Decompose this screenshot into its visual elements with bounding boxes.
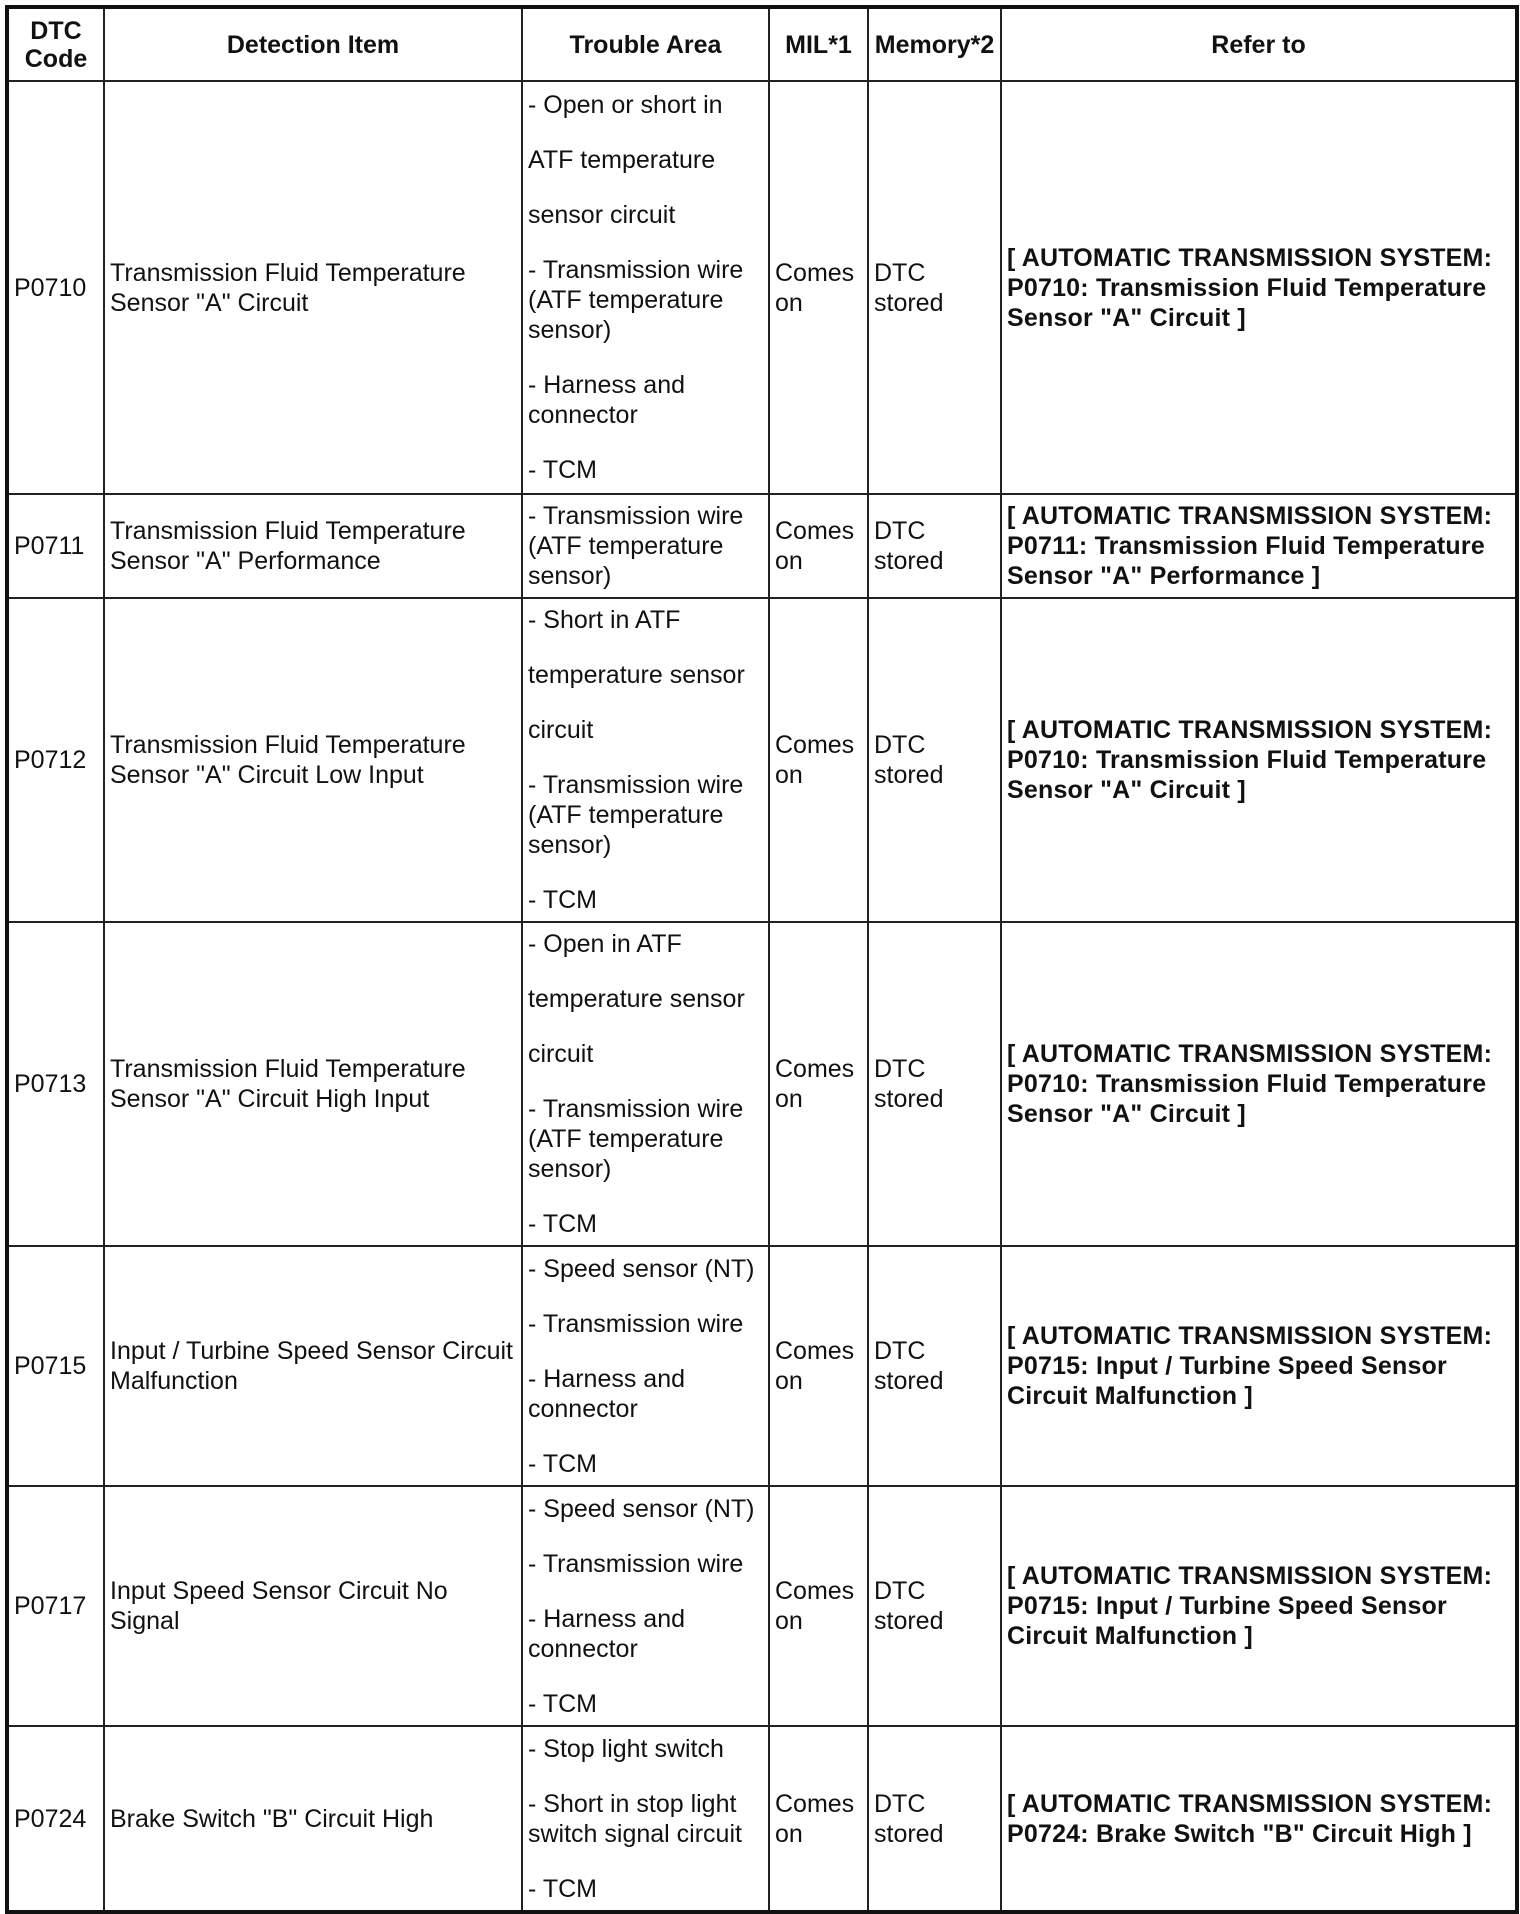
trouble-area-item: - TCM [528, 1689, 597, 1718]
trouble-area-item: ATF temperature [528, 146, 716, 174]
trouble-area-item: circuit [528, 716, 594, 744]
dtc-table [5, 5, 1519, 1914]
header-row [7, 7, 1517, 81]
dtc-code-cell: P0724 [7, 1726, 104, 1912]
trouble-area-item: - Speed sensor (NT) [528, 1254, 755, 1283]
trouble-area-item: - TCM [528, 1449, 597, 1478]
dtc-code-cell: P0717 [7, 1486, 104, 1726]
memory-cell: DTC stored [868, 81, 1001, 494]
table-row [7, 1486, 1517, 1726]
trouble-area-cell [522, 494, 769, 598]
header-dtc-code-line2: Code [24, 44, 88, 73]
trouble-area-cell [522, 1726, 769, 1912]
trouble-area-item: - Open in ATF [528, 930, 682, 958]
detection-item-cell: Transmission Fluid Temperature Sensor "A" Circuit Low Input [104, 598, 522, 922]
trouble-area-cell [522, 1486, 769, 1726]
table-row [7, 922, 1517, 1246]
refer-to-cell: [ AUTOMATIC TRANSMISSION SYSTEM: P0710: Transmission Fluid Temperature Sensor "A" Circuit ] [1001, 922, 1517, 1246]
dtc-code-cell: P0711 [7, 494, 104, 598]
detection-item-cell: Transmission Fluid Temperature Sensor "A" Performance [104, 494, 522, 598]
trouble-area-item: - Open or short in [528, 91, 723, 119]
table-row [7, 81, 1517, 494]
trouble-area-item: temperature sensor [528, 661, 745, 689]
mil-cell: Comes on [769, 922, 868, 1246]
trouble-area-item: - Transmission wire [528, 1309, 744, 1338]
trouble-area-item: - Transmission wire (ATF temperature sensor) [528, 1095, 744, 1183]
mil-cell: Comes on [769, 81, 868, 494]
trouble-area-item: - Transmission wire (ATF temperature sensor) [528, 771, 744, 859]
trouble-area-item: circuit [528, 1040, 594, 1068]
header-memory: Memory*2 [868, 7, 1001, 81]
detection-item-cell: Input / Turbine Speed Sensor Circuit Malfunction [104, 1246, 522, 1486]
dtc-code-cell: P0712 [7, 598, 104, 922]
detection-item-cell: Brake Switch "B" Circuit High [104, 1726, 522, 1912]
mil-cell: Comes on [769, 1726, 868, 1912]
table-row [7, 1726, 1517, 1912]
header-mil: MIL*1 [769, 7, 868, 81]
refer-to-cell: [ AUTOMATIC TRANSMISSION SYSTEM: P0715: Input / Turbine Speed Sensor Circuit Malfunction ] [1001, 1486, 1517, 1726]
table-row [7, 494, 1517, 598]
refer-to-cell: [ AUTOMATIC TRANSMISSION SYSTEM: P0710: Transmission Fluid Temperature Sensor "A" Circuit ] [1001, 81, 1517, 494]
trouble-area-cell [522, 598, 769, 922]
trouble-area-item: - Short in ATF [528, 606, 681, 634]
trouble-area-item: - Transmission wire (ATF temperature sensor) [528, 256, 744, 344]
memory-cell: DTC stored [868, 598, 1001, 922]
trouble-area-item: - TCM [528, 1210, 597, 1238]
refer-to-cell: [ AUTOMATIC TRANSMISSION SYSTEM: P0724: Brake Switch "B" Circuit High ] [1001, 1726, 1517, 1912]
refer-to-cell: [ AUTOMATIC TRANSMISSION SYSTEM: P0715: Input / Turbine Speed Sensor Circuit Malfunction ] [1001, 1246, 1517, 1486]
trouble-area-item: - Transmission wire [528, 1549, 744, 1578]
trouble-area-item: - Harness and connector [528, 371, 686, 429]
trouble-area-item: - Stop light switch [528, 1734, 724, 1763]
detection-item-cell: Transmission Fluid Temperature Sensor "A" Circuit High Input [104, 922, 522, 1246]
memory-cell: DTC stored [868, 1486, 1001, 1726]
mil-cell: Comes on [769, 598, 868, 922]
memory-cell: DTC stored [868, 1726, 1001, 1912]
table-row [7, 1246, 1517, 1486]
trouble-area-item: - TCM [528, 1874, 597, 1903]
trouble-area-item: temperature sensor [528, 985, 745, 1013]
refer-to-cell: [ AUTOMATIC TRANSMISSION SYSTEM: P0710: Transmission Fluid Temperature Sensor "A" Circuit ] [1001, 598, 1517, 922]
header-dtc-code [7, 7, 104, 81]
memory-cell: DTC stored [868, 494, 1001, 598]
header-refer-to: Refer to [1001, 7, 1517, 81]
trouble-area-item: - Speed sensor (NT) [528, 1494, 755, 1523]
trouble-area-item: - Harness and connector [528, 1604, 686, 1663]
trouble-area-item: - Short in stop light switch signal circuit [528, 1789, 742, 1848]
detection-item-cell: Transmission Fluid Temperature Sensor "A" Circuit [104, 81, 522, 494]
trouble-area-item: sensor circuit [528, 201, 676, 229]
table-body [7, 81, 1517, 1912]
mil-cell: Comes on [769, 1486, 868, 1726]
memory-cell: DTC stored [868, 1246, 1001, 1486]
mil-cell: Comes on [769, 1246, 868, 1486]
trouble-area-item: - TCM [528, 886, 597, 914]
header-detection-item: Detection Item [104, 7, 522, 81]
dtc-code-cell: P0713 [7, 922, 104, 1246]
trouble-area-cell [522, 922, 769, 1246]
trouble-area-item: - Harness and connector [528, 1364, 686, 1423]
trouble-area-cell [522, 81, 769, 494]
dtc-code-cell: P0710 [7, 81, 104, 494]
dtc-code-cell: P0715 [7, 1246, 104, 1486]
trouble-area-cell [522, 1246, 769, 1486]
trouble-area-item: - TCM [528, 456, 597, 484]
memory-cell: DTC stored [868, 922, 1001, 1246]
table-row [7, 598, 1517, 922]
header-trouble-area: Trouble Area [522, 7, 769, 81]
refer-to-cell: [ AUTOMATIC TRANSMISSION SYSTEM: P0711: Transmission Fluid Temperature Sensor "A" Performance ] [1001, 494, 1517, 598]
mil-cell: Comes on [769, 494, 868, 598]
trouble-area-item: - Transmission wire (ATF temperature sensor) [528, 502, 744, 590]
header-dtc-code-line1: DTC [30, 16, 82, 45]
detection-item-cell: Input Speed Sensor Circuit No Signal [104, 1486, 522, 1726]
